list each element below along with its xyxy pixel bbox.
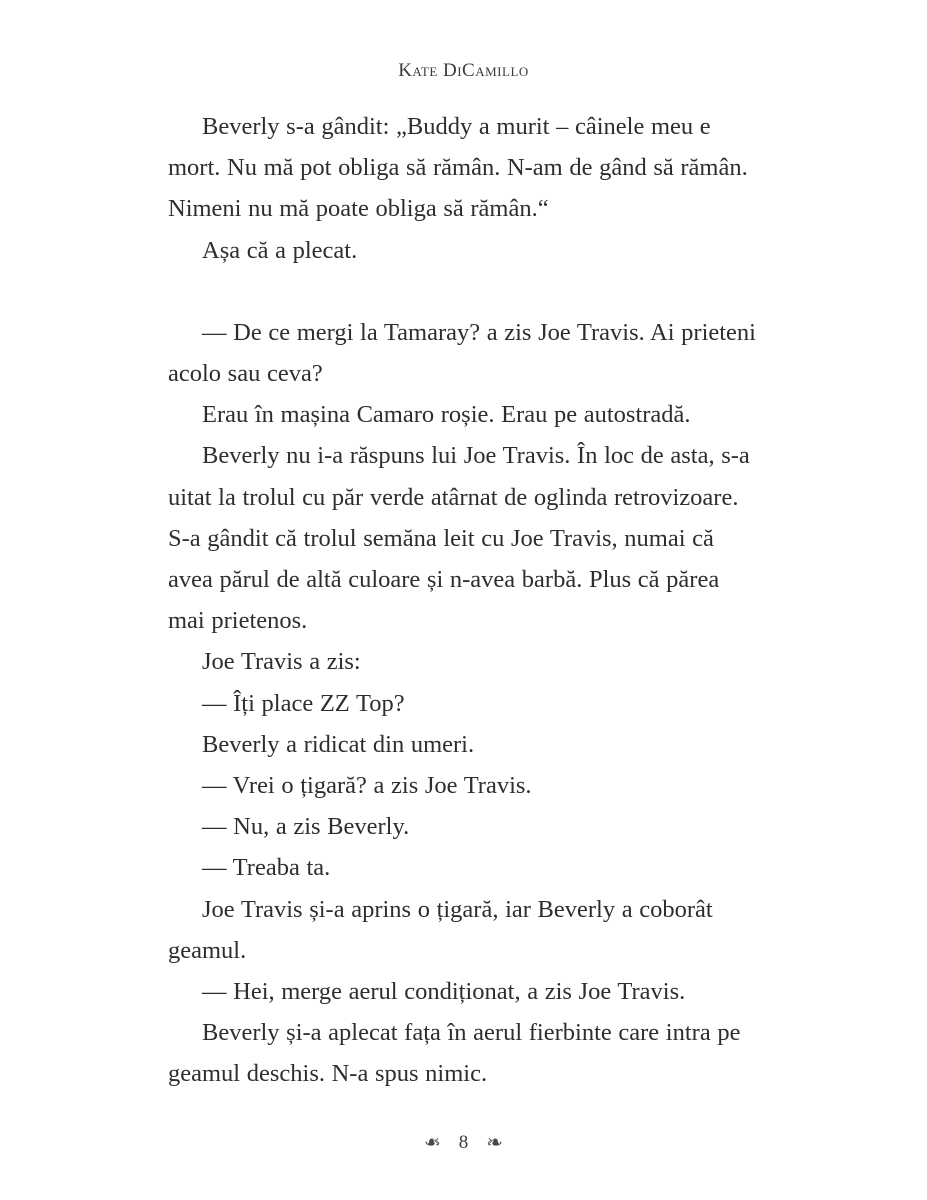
- paragraph: Beverly a ridicat din umeri.: [202, 730, 475, 758]
- paragraph: Beverly s-a gândit: „Buddy a murit – câinele meu e mort. Nu mă pot obliga să rămân. N-am de gând să rămân. Nimeni nu mă poate obliga să rămân.“: [168, 113, 748, 223]
- paragraph: Beverly și-a aplecat fața în aerul fierbinte care intra pe geamul deschis. N-a spus nimic.: [168, 1019, 741, 1088]
- paragraph: Așa că a plecat.: [202, 236, 358, 264]
- ornament-left-icon: ❧: [423, 1132, 441, 1154]
- paragraph: Joe Travis și-a aprins o țigară, iar Beverly a coborât geamul.: [168, 895, 713, 964]
- paragraph-spacer: [168, 271, 760, 312]
- paragraph: — Nu, a zis Beverly.: [202, 813, 410, 841]
- paragraph: — De ce mergi la Tamaray? a zis Joe Travis. Ai prieteni acolo sau ceva?: [168, 318, 756, 388]
- page-number: 8: [458, 1132, 469, 1153]
- running-head: Kate DiCamillo: [398, 60, 529, 81]
- paragraph: Joe Travis a zis:: [202, 648, 361, 676]
- ornament-right-icon: ❧: [486, 1132, 504, 1154]
- paragraph: — Hei, merge aerul condiționat, a zis Joe Travis.: [202, 978, 686, 1006]
- paragraph: — Vrei o țigară? a zis Joe Travis.: [202, 772, 532, 800]
- paragraph: Beverly nu i-a răspuns lui Joe Travis. În loc de asta, s-a uitat la trolul cu păr verde atârnat de oglinda retrovizoare. S-a gândit că trolul semăna leit cu Joe Travis, numai că avea părul de altă culoare și n-avea barbă. Plus că părea mai prietenos.: [168, 442, 750, 635]
- paragraph: — Treaba ta.: [202, 854, 331, 882]
- paragraph: Erau în mașina Camaro roșie. Erau pe autostradă.: [202, 401, 691, 429]
- body-text: [168, 106, 760, 1095]
- paragraph: — Îți place ZZ Top?: [202, 689, 405, 717]
- page-footer: [0, 1132, 927, 1154]
